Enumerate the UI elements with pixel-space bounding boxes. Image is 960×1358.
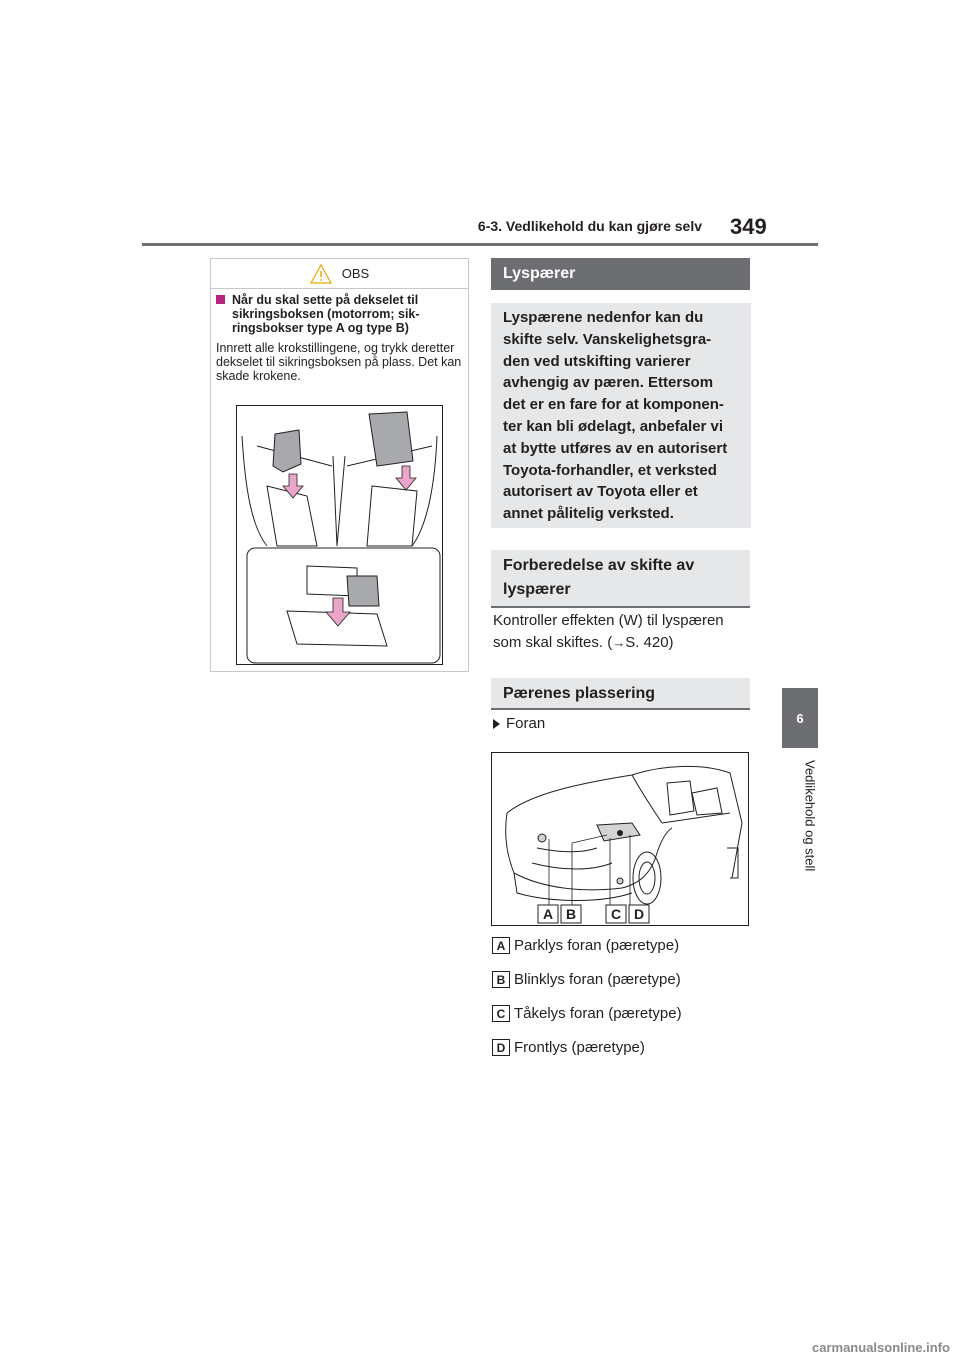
legend-badge: C xyxy=(492,1005,510,1022)
intro-line: autorisert av Toyota eller et xyxy=(503,483,698,501)
legend-text: Frontlys (pæretype) xyxy=(514,1039,645,1056)
legend-text: Blinklys foran (pæretype) xyxy=(514,971,681,988)
section-title: 6-3. Vedlikehold du kan gjøre selv xyxy=(477,218,702,234)
legend-text: Parklys foran (pæretype) xyxy=(514,937,680,954)
page-reference-link[interactable]: S. 420) xyxy=(625,634,674,651)
accent-square-icon xyxy=(216,295,225,304)
car-illustration xyxy=(492,753,749,926)
obs-text: Innrett alle krokstillingene, og trykk deretter dekselet til sikringsboksen på plass. Det kan skade krokene. xyxy=(216,341,462,383)
heading-line: Forberedelse av skifte av xyxy=(503,557,695,574)
legend-item xyxy=(492,1039,645,1056)
obs-caution-box xyxy=(210,258,469,672)
text-line xyxy=(493,632,753,654)
chapter-number: 6 xyxy=(796,710,804,726)
intro-line: avhengig av pæren. Ettersom xyxy=(503,374,714,392)
callout-b: B xyxy=(565,906,577,922)
obs-subheading xyxy=(216,293,463,335)
header-rule xyxy=(142,243,818,246)
callout-a: A xyxy=(542,906,554,922)
obs-title: OBS xyxy=(341,266,370,281)
forberedelse-text xyxy=(493,610,753,654)
intro-line: den ved utskifting varierer xyxy=(503,352,691,370)
bullet-foran xyxy=(493,715,545,732)
watermark: carmanualsonline.info xyxy=(812,1340,950,1355)
legend-text: Tåkelys foran (pæretype) xyxy=(514,1005,682,1022)
callout-c: C xyxy=(610,906,622,922)
reference-arrow-icon: → xyxy=(612,635,626,650)
figure-callout-labels xyxy=(538,905,649,923)
page-number: 349 xyxy=(730,214,767,239)
callout-d: D xyxy=(633,906,645,922)
legend-badge: D xyxy=(492,1039,510,1056)
bullet-text: Foran xyxy=(506,715,546,732)
text-prefix: som skal skiftes. ( xyxy=(493,634,613,651)
intro-line: at bytte utføres av en autorisert xyxy=(503,439,728,457)
heading-forberedelse xyxy=(491,550,750,608)
chapter-label: Vedlikehold og stell xyxy=(802,760,818,872)
legend-item xyxy=(492,937,679,954)
intro-line: annet pålitelig verksted. xyxy=(503,505,674,523)
legend-badge: A xyxy=(492,937,510,954)
intro-line: Toyota-forhandler, et verksted xyxy=(503,461,717,479)
fuse-box-cover-figure xyxy=(236,405,443,665)
intro-line: skifte selv. Vanskelighetsgra- xyxy=(503,330,712,348)
heading-lyspaerer: Lyspærer xyxy=(491,258,750,290)
intro-line: ter kan bli ødelagt, anbefaler vi xyxy=(503,417,724,435)
chapter-tab[interactable] xyxy=(782,688,818,748)
legend-badge: B xyxy=(492,971,510,988)
intro-line: det er en fare for at komponen- xyxy=(503,396,724,414)
intro-box xyxy=(491,303,751,528)
car-front-figure xyxy=(491,752,749,926)
bullet-triangle-icon xyxy=(493,719,500,729)
heading-line: lyspærer xyxy=(503,581,571,598)
text-line: Kontroller effekten (W) til lyspæren xyxy=(493,612,724,629)
legend-item xyxy=(492,971,681,988)
fuse-box-illustration xyxy=(237,406,443,665)
legend-item xyxy=(492,1005,682,1022)
obs-header xyxy=(211,259,468,289)
intro-line: Lyspærene nedenfor kan du xyxy=(503,309,704,326)
obs-subheading-text: Når du skal sette på dekselet til sikringsboksen (motorrom; sik-ringsbokser type A og type B) xyxy=(232,293,420,335)
warning-triangle-icon xyxy=(310,264,332,284)
heading-plassering: Pærenes plassering xyxy=(491,678,750,710)
